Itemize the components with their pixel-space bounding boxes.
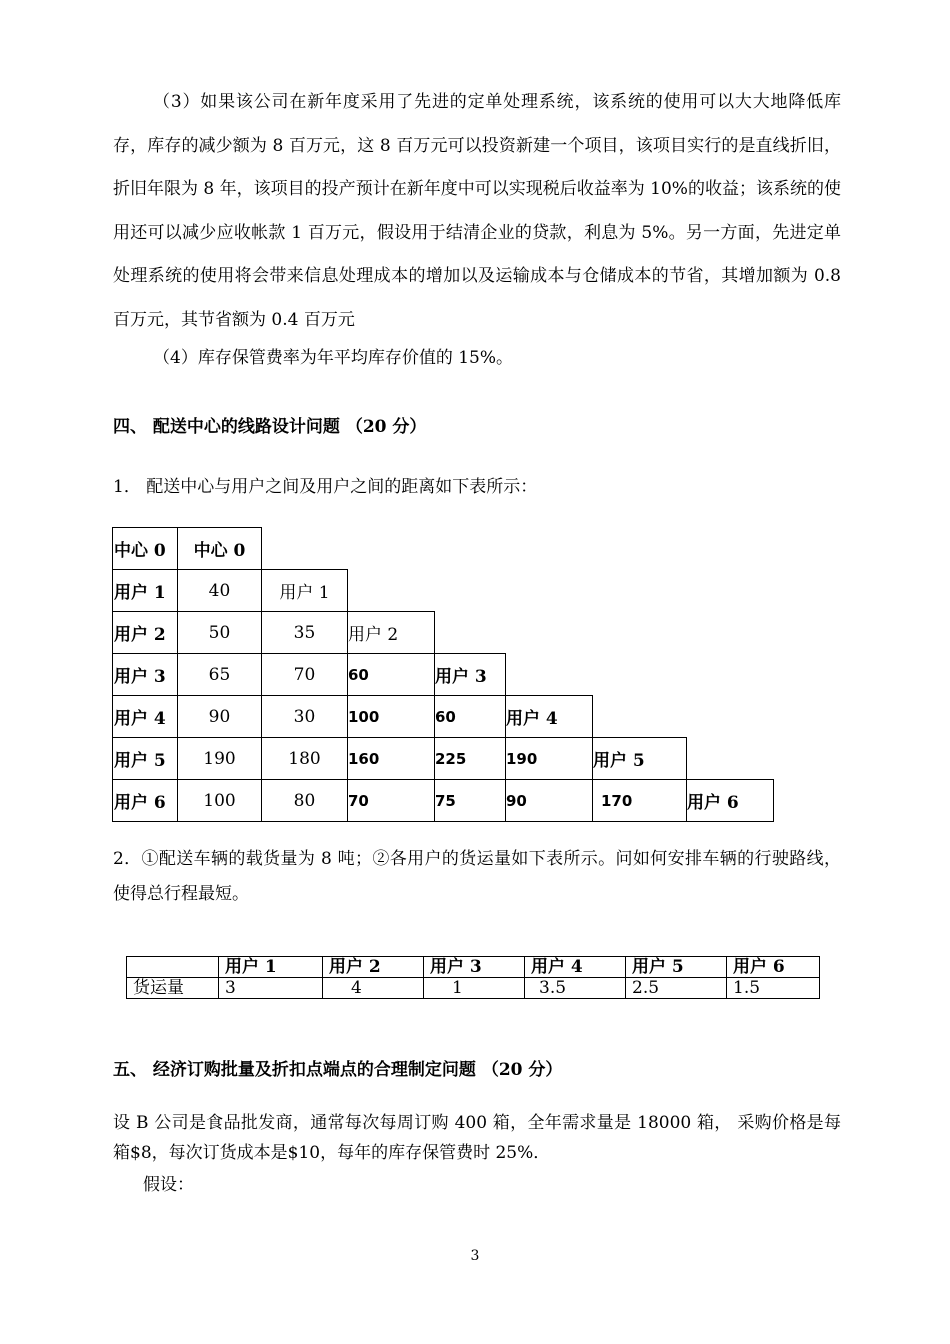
table-header: 用户 2 — [323, 957, 424, 978]
table-row — [113, 780, 774, 822]
question-2: 2．①配送车辆的载货量为 8 吨；②各用户的货运量如下表所示。问如何安排车辆的行驶路线，使得总行程最短。 — [113, 849, 841, 904]
table-cell: 65 — [178, 654, 262, 696]
row-label: 货运量 — [127, 978, 219, 999]
section5-heading: 五、 经济订购批量及折扣点端点的合理制定问题 （20 分） — [113, 1060, 563, 1080]
table-cell: 中心 0 — [178, 528, 262, 570]
table-cell: 用户 6 — [687, 780, 774, 822]
table-cell: 1 — [424, 978, 525, 999]
table-cell: 170 — [593, 780, 687, 822]
table-row — [127, 957, 820, 978]
table-cell: 用户 3 — [435, 654, 506, 696]
table-cell: 1.5 — [727, 978, 820, 999]
row-label: 用户 1 — [113, 570, 178, 612]
table-row — [113, 612, 774, 654]
question-1: 1． 配送中心与用户之间及用户之间的距离如下表所示： — [113, 477, 538, 497]
section5-assume: 假设： — [143, 1175, 194, 1195]
table-cell: 用户 2 — [348, 612, 435, 654]
table-cell: 75 — [435, 780, 506, 822]
freight-table — [126, 956, 820, 999]
table-cell: 50 — [178, 612, 262, 654]
row-label: 用户 2 — [113, 612, 178, 654]
table-cell: 30 — [262, 696, 348, 738]
table-cell: 80 — [262, 780, 348, 822]
table-row — [113, 654, 774, 696]
table-row — [127, 978, 820, 999]
section3-item4: （4）库存保管费率为年平均库存价值的 15%。 — [153, 348, 514, 368]
table-header: 用户 4 — [525, 957, 626, 978]
table-header: 用户 5 — [626, 957, 727, 978]
table-cell: 70 — [262, 654, 348, 696]
table-row — [113, 570, 774, 612]
table-cell: 90 — [506, 780, 593, 822]
table-cell: 180 — [262, 738, 348, 780]
section3-item3: （3）如果该公司在新年度采用了先进的定单处理系统，该系统的使用可以大大地降低库存，库存的减少额为 8 百万元，这 8 百万元可以投资新建一个项目，该项目实行的是直线折旧，折旧年限为 8 年，该项目的投产预计在新年度中可以实现税后收益率为 10%的收益；该系统的使用还可以减少应收帐款 1 百万元，假设用于结清企业的贷款，利息为 5%。另一方面，先进定单处理系统的使用将会带来信息处理成本的增加以及运输成本与仓储成本的节省，其增加额为 0.8 百万元，其节省额为 0.4 百万元 — [113, 92, 841, 330]
row-label: 用户 6 — [113, 780, 178, 822]
table-cell: 用户 5 — [593, 738, 687, 780]
table-cell: 4 — [323, 978, 424, 999]
section4-heading: 四、 配送中心的线路设计问题 （20 分） — [113, 417, 427, 437]
table-header: 用户 6 — [727, 957, 820, 978]
table-cell: 225 — [435, 738, 506, 780]
table-header — [127, 957, 219, 978]
table-cell: 用户 1 — [262, 570, 348, 612]
table-row — [113, 738, 774, 780]
table-cell: 用户 4 — [506, 696, 593, 738]
row-label: 中心 0 — [113, 528, 178, 570]
table-cell: 60 — [348, 654, 435, 696]
table-cell: 35 — [262, 612, 348, 654]
table-header: 用户 1 — [219, 957, 323, 978]
table-cell: 90 — [178, 696, 262, 738]
table-cell: 190 — [506, 738, 593, 780]
table-cell: 160 — [348, 738, 435, 780]
row-label: 用户 3 — [113, 654, 178, 696]
table-row — [113, 528, 774, 570]
table-row — [113, 696, 774, 738]
table-cell: 2.5 — [626, 978, 727, 999]
table-cell: 60 — [435, 696, 506, 738]
section5-body: 设 B 公司是食品批发商，通常每次每周订购 400 箱，全年需求量是 18000 箱， 采购价格是每箱$8，每次订货成本是$10，每年的库存保管费时 25%． — [113, 1113, 841, 1163]
page-number: 3 — [470, 1248, 480, 1264]
table-cell: 40 — [178, 570, 262, 612]
distance-table — [112, 527, 774, 822]
row-label: 用户 5 — [113, 738, 178, 780]
table-cell: 3.5 — [525, 978, 626, 999]
table-cell: 100 — [178, 780, 262, 822]
table-cell: 190 — [178, 738, 262, 780]
table-cell: 100 — [348, 696, 435, 738]
table-header: 用户 3 — [424, 957, 525, 978]
row-label: 用户 4 — [113, 696, 178, 738]
table-cell: 3 — [219, 978, 323, 999]
table-cell: 70 — [348, 780, 435, 822]
